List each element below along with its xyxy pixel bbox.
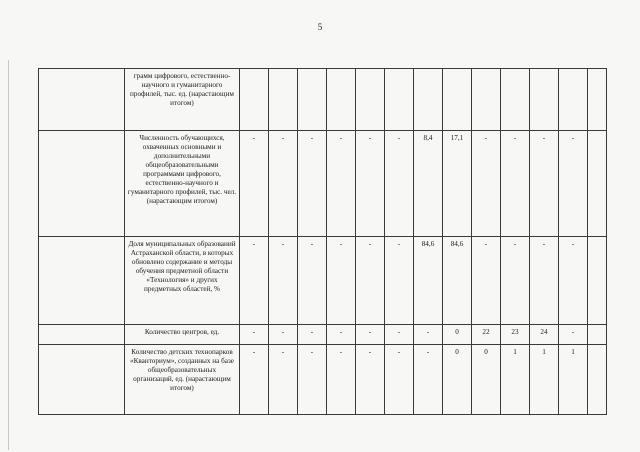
value-cell: - <box>240 325 269 345</box>
value-cell: 24 <box>530 325 559 345</box>
value-cell: 23 <box>501 325 530 345</box>
value-cell: - <box>327 345 356 415</box>
value-cell: - <box>501 131 530 237</box>
value-cell <box>559 69 588 131</box>
value-cell: - <box>385 131 414 237</box>
empty-cell <box>39 325 125 345</box>
value-cell <box>530 69 559 131</box>
value-cell: - <box>472 237 501 325</box>
value-cell <box>414 69 443 131</box>
value-cell: - <box>298 131 327 237</box>
empty-cell <box>39 345 125 415</box>
value-cell: - <box>414 325 443 345</box>
value-cell: - <box>559 131 588 237</box>
indicator-label: Количество детских технопарков «Кванториум», созданных на базе общеобразовательных организаций, ед. (нарастающим итогом) <box>125 345 240 415</box>
value-cell: - <box>298 237 327 325</box>
value-cell: 84,6 <box>414 237 443 325</box>
value-cell: - <box>501 237 530 325</box>
value-cell: - <box>385 345 414 415</box>
table-row <box>39 69 607 131</box>
value-cell <box>240 69 269 131</box>
table-row <box>39 131 607 237</box>
value-cell: 0 <box>443 325 472 345</box>
value-cell <box>327 69 356 131</box>
value-cell: 0 <box>472 345 501 415</box>
value-cell: 84,6 <box>443 237 472 325</box>
value-cell: - <box>356 237 385 325</box>
value-cell: 1 <box>559 345 588 415</box>
value-cell: - <box>472 131 501 237</box>
value-cell: - <box>559 325 588 345</box>
value-cell <box>588 237 607 325</box>
value-cell: - <box>530 131 559 237</box>
indicator-label: грамм цифрового, естественно-научного и гуманитарного профилей, тыс. ед. (нарастающим итогом) <box>125 69 240 131</box>
table-row <box>39 345 607 415</box>
value-cell: - <box>240 345 269 415</box>
empty-cell <box>39 237 125 325</box>
value-cell <box>356 69 385 131</box>
value-cell: - <box>327 131 356 237</box>
value-cell: - <box>385 237 414 325</box>
binder-edge-line <box>8 60 9 450</box>
value-cell: 1 <box>501 345 530 415</box>
value-cell <box>472 69 501 131</box>
value-cell <box>501 69 530 131</box>
indicator-label: Доля муниципальных образований Астраханской области, в которых обновлено содержание и методы обучения предметной области «Технология» и других предметных областей, % <box>125 237 240 325</box>
empty-cell <box>39 131 125 237</box>
value-cell <box>588 325 607 345</box>
value-cell: - <box>269 345 298 415</box>
value-cell: - <box>298 345 327 415</box>
value-cell <box>298 69 327 131</box>
table-row <box>39 237 607 325</box>
indicator-label: Количество центров, ед. <box>125 325 240 345</box>
table-row <box>39 325 607 345</box>
page-number: 5 <box>317 22 323 32</box>
value-cell: - <box>356 325 385 345</box>
value-cell: - <box>298 325 327 345</box>
value-cell: - <box>327 237 356 325</box>
value-cell: 22 <box>472 325 501 345</box>
indicators-table <box>38 68 607 415</box>
value-cell: 17,1 <box>443 131 472 237</box>
value-cell <box>269 69 298 131</box>
indicator-label: Численность обучающихся, охваченных основными и дополнительными общеобразовательными программами цифрового, естественно-научного и гуманитарного профилей, тыс. чел. (нарастающим итогом) <box>125 131 240 237</box>
value-cell: - <box>269 131 298 237</box>
value-cell: - <box>414 345 443 415</box>
value-cell: - <box>356 131 385 237</box>
value-cell: - <box>269 325 298 345</box>
value-cell: 1 <box>530 345 559 415</box>
value-cell: 8,4 <box>414 131 443 237</box>
value-cell: 0 <box>443 345 472 415</box>
value-cell: - <box>240 237 269 325</box>
value-cell: - <box>327 325 356 345</box>
value-cell <box>385 69 414 131</box>
empty-cell <box>39 69 125 131</box>
value-cell: - <box>530 237 559 325</box>
value-cell: - <box>385 325 414 345</box>
value-cell: - <box>559 237 588 325</box>
value-cell <box>588 69 607 131</box>
value-cell: - <box>356 345 385 415</box>
value-cell <box>588 345 607 415</box>
value-cell <box>443 69 472 131</box>
value-cell: - <box>269 237 298 325</box>
value-cell <box>588 131 607 237</box>
value-cell: - <box>240 131 269 237</box>
